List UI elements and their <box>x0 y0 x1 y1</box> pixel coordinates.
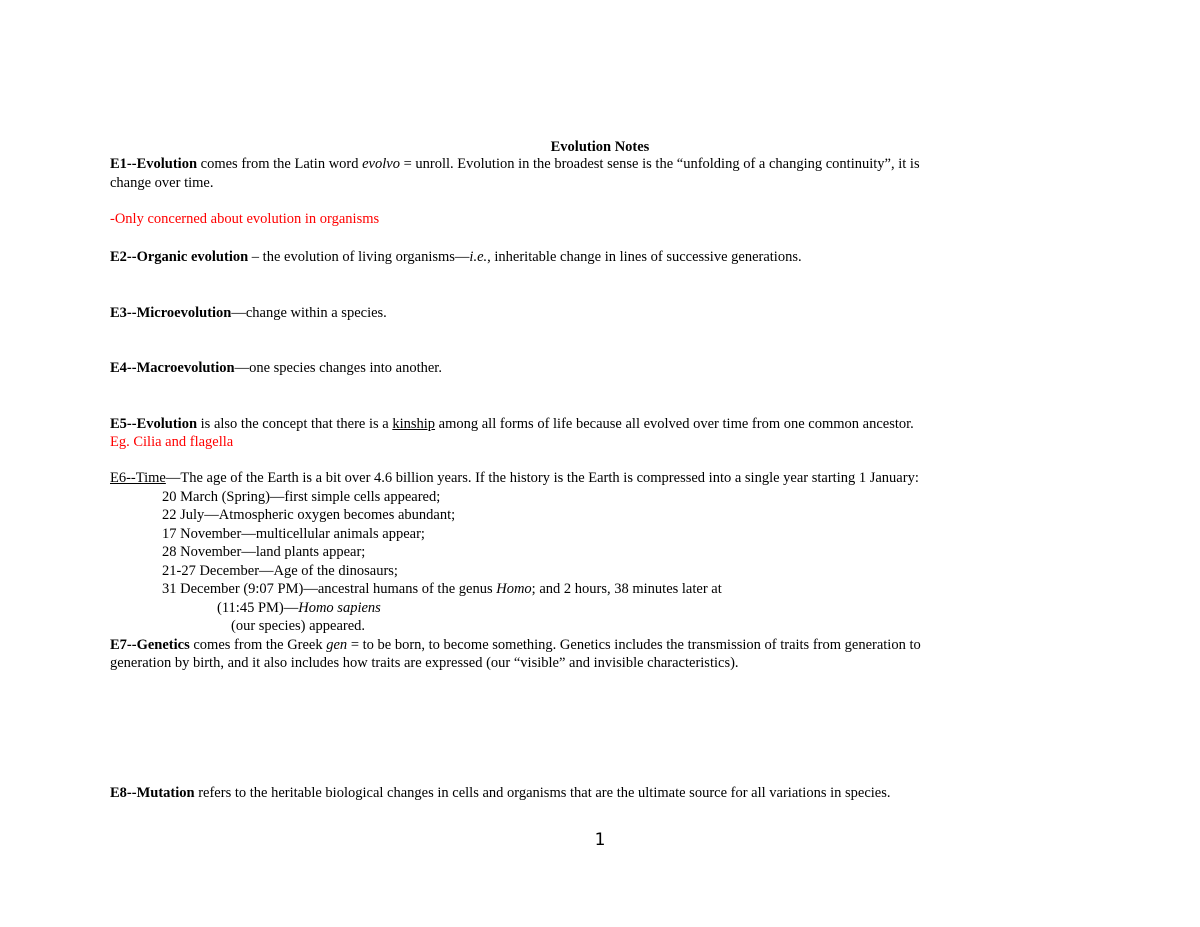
note-organisms: -Only concerned about evolution in organisms <box>110 211 380 227</box>
e6-last-b: ; and 2 hours, 38 minutes later at <box>531 581 722 597</box>
e7-text-b: = to be born, to become something. Genetics includes the transmission of traits from generation to <box>347 637 921 653</box>
e7-gen: gen <box>326 637 348 653</box>
e6-item: 20 March (Spring)—first simple cells appeared; <box>162 489 441 505</box>
e3-paragraph <box>110 304 387 322</box>
e7-line2: generation by birth, and it also includes how traits are expressed (our “visible” and invisible characteristics). <box>110 655 739 671</box>
e1-term: Evolution <box>136 156 198 172</box>
e1-word: evolvo <box>362 156 400 172</box>
e6-item: 22 July—Atmospheric oxygen becomes abundant; <box>162 507 456 523</box>
e6-last-a: 31 December (9:07 PM)—ancestral humans of the genus <box>162 581 497 597</box>
e6-sapiens: Homo sapiens <box>298 600 381 616</box>
e7-paragraph <box>110 636 921 654</box>
e3-text: —change within a species. <box>231 305 387 321</box>
e4-text: —one species changes into another. <box>234 360 442 376</box>
e6-item: 17 November—multicellular animals appear; <box>162 526 425 542</box>
e6-sapiens-line <box>217 599 381 617</box>
e2-paragraph <box>110 248 802 266</box>
e7-text-a: comes from the Greek <box>189 637 327 653</box>
e8-label: E8-- <box>110 785 137 801</box>
e1-label: E1-- <box>110 156 137 172</box>
e6-label: E6--Time <box>110 470 166 486</box>
e6-paragraph <box>110 469 919 487</box>
e6-ours: (our species) appeared. <box>231 618 366 634</box>
e7-label: E7-- <box>110 637 137 653</box>
e1-line2: change over time. <box>110 175 214 191</box>
e1-text-b: = unroll. Evolution in the broadest sense is the “unfolding of a changing continuity”, it is <box>399 156 920 172</box>
e8-term: Mutation <box>136 785 195 801</box>
e6-item: 21-27 December—Age of the dinosaurs; <box>162 563 398 579</box>
e1-text-a: comes from the Latin word <box>197 156 363 172</box>
e2-label: E2-- <box>110 249 137 265</box>
e8-paragraph <box>110 784 891 802</box>
e6-homo: Homo <box>496 581 532 597</box>
e3-label: E3-- <box>110 305 137 321</box>
e6-time: (11:45 PM)— <box>217 600 299 616</box>
e7-term: Genetics <box>136 637 190 653</box>
e4-term: Macroevolution <box>136 360 235 376</box>
e5-example: Eg. Cilia and flagella <box>110 434 234 450</box>
e3-term: Microevolution <box>136 305 232 321</box>
e4-paragraph <box>110 359 442 377</box>
e5-text-a: is also the concept that there is a <box>197 416 393 432</box>
page-number: 1 <box>594 830 606 850</box>
e2-ie: i.e. <box>469 249 488 265</box>
e1-paragraph <box>110 155 920 173</box>
e4-label: E4-- <box>110 360 137 376</box>
e6-item: 28 November—land plants appear; <box>162 544 366 560</box>
e2-text-a: – the evolution of living organisms— <box>248 249 470 265</box>
e5-term: Evolution <box>136 416 198 432</box>
e6-text: —The age of the Earth is a bit over 4.6 billion years. If the history is the Earth is compressed into a single year starting 1 January: <box>165 470 919 486</box>
e8-text: refers to the heritable biological changes in cells and organisms that are the ultimate source for all variations in species. <box>194 785 891 801</box>
page-title: Evolution Notes <box>550 139 650 155</box>
e5-paragraph <box>110 415 914 433</box>
e2-term: Organic evolution <box>136 249 249 265</box>
e5-kinship: kinship <box>392 416 436 432</box>
e5-label: E5-- <box>110 416 137 432</box>
e5-text-b: among all forms of life because all evolved over time from one common ancestor. <box>435 416 914 432</box>
e6-item-last <box>162 580 722 598</box>
e2-text-b: , inheritable change in lines of successive generations. <box>487 249 802 265</box>
